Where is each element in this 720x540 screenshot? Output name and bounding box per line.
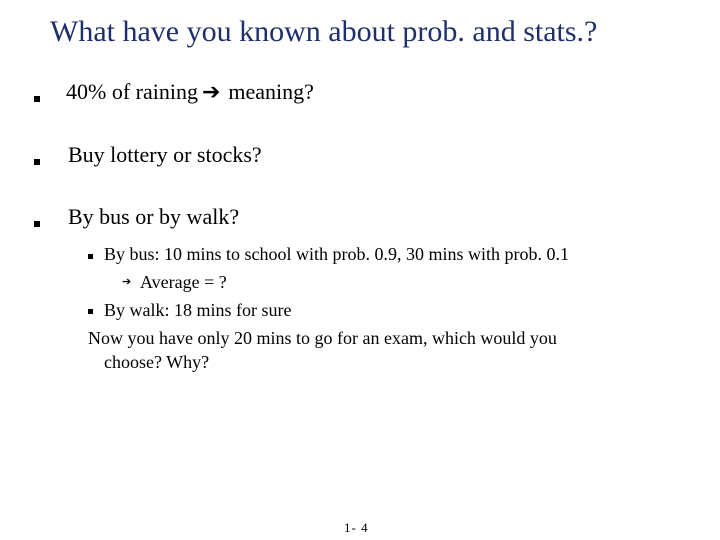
page-number: 1- 4 (344, 520, 369, 535)
question-line-2: choose? Why? (104, 352, 210, 372)
question-line-1: Now you have only 20 mins to go for an exam, which would you (88, 328, 557, 348)
rain-meaning-text: meaning? (228, 79, 314, 104)
bullet-square-icon (34, 221, 40, 227)
right-arrow-icon: ➔ (201, 79, 221, 104)
bullet-rain (66, 78, 314, 106)
rain-text: 40% of raining (66, 79, 198, 104)
bullet-square-icon (34, 159, 40, 165)
slide-title: What have you known about prob. and stats.? (50, 15, 598, 48)
bullet-square-icon (88, 254, 93, 259)
bullet-lottery: Buy lottery or stocks? (68, 142, 262, 167)
bullet-square-icon (88, 309, 93, 314)
sub-bullet-walk: By walk: 18 mins for sure (104, 300, 292, 320)
sub-bullet-average: Average = ? (140, 272, 227, 292)
bullet-bus-walk: By bus or by walk? (68, 204, 240, 229)
small-arrow-icon: ➔ (122, 276, 132, 288)
bullet-square-icon (34, 96, 40, 102)
sub-bullet-bus: By bus: 10 mins to school with prob. 0.9, 30 mins with prob. 0.1 (104, 244, 570, 264)
